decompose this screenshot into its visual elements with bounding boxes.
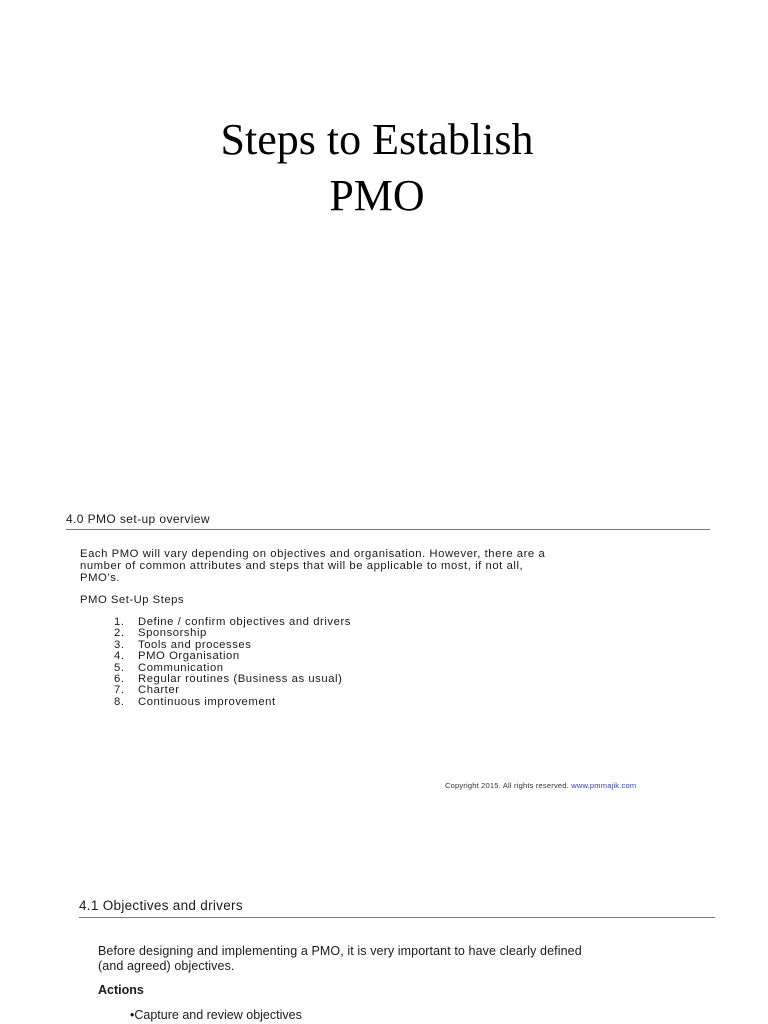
paragraph-line: number of common attributes and steps that will be applicable to most, if not all, (80, 560, 524, 572)
step-number: 1. (114, 616, 125, 628)
copyright-notice (445, 781, 636, 790)
step-text: Tools and processes (138, 638, 252, 651)
step-number: 4. (114, 650, 125, 663)
paragraph-line: PMO’s. (80, 572, 121, 584)
paragraph-line: (and agreed) objectives. (98, 959, 235, 973)
steps-list (114, 617, 351, 708)
section-divider (66, 529, 710, 530)
list-item (114, 651, 351, 662)
section-heading-overview: 4.0 PMO set-up overview (66, 512, 210, 526)
step-number: 3. (114, 638, 125, 651)
paragraph-line: Before designing and implementing a PMO, it is very important to have clearly defined (98, 944, 582, 958)
paragraph-line: Each PMO will vary depending on objectives and organisation. However, there are a (80, 548, 546, 560)
objectives-paragraph (98, 944, 678, 974)
step-text: Communication (138, 661, 224, 674)
website-link[interactable]: www.pmmajik.com (571, 781, 637, 790)
step-text: PMO Organisation (138, 650, 240, 663)
step-text: Define / confirm objectives and drivers (138, 616, 351, 628)
list-item (114, 697, 351, 708)
section-heading-objectives: 4.1 Objectives and drivers (79, 898, 243, 913)
step-number: 7. (114, 684, 125, 697)
step-number: 5. (114, 661, 125, 674)
document-title (0, 112, 754, 224)
step-number: 6. (114, 673, 125, 686)
step-text: Continuous improvement (138, 695, 276, 708)
copyright-text: Copyright 2015. All rights reserved. (445, 781, 572, 790)
step-number: 2. (114, 627, 125, 640)
section-divider (79, 917, 715, 918)
action-bullet: •Capture and review objectives (130, 1008, 302, 1022)
step-text: Sponsorship (138, 627, 207, 640)
actions-label: Actions (98, 983, 144, 997)
steps-label: PMO Set-Up Steps (80, 594, 185, 606)
step-text: Regular routines (Business as usual) (138, 673, 343, 686)
step-number: 8. (114, 695, 125, 708)
step-text: Charter (138, 684, 180, 697)
overview-paragraph (80, 548, 700, 584)
title-line-1: Steps to Establish (220, 115, 534, 164)
title-line-2: PMO (329, 171, 425, 220)
